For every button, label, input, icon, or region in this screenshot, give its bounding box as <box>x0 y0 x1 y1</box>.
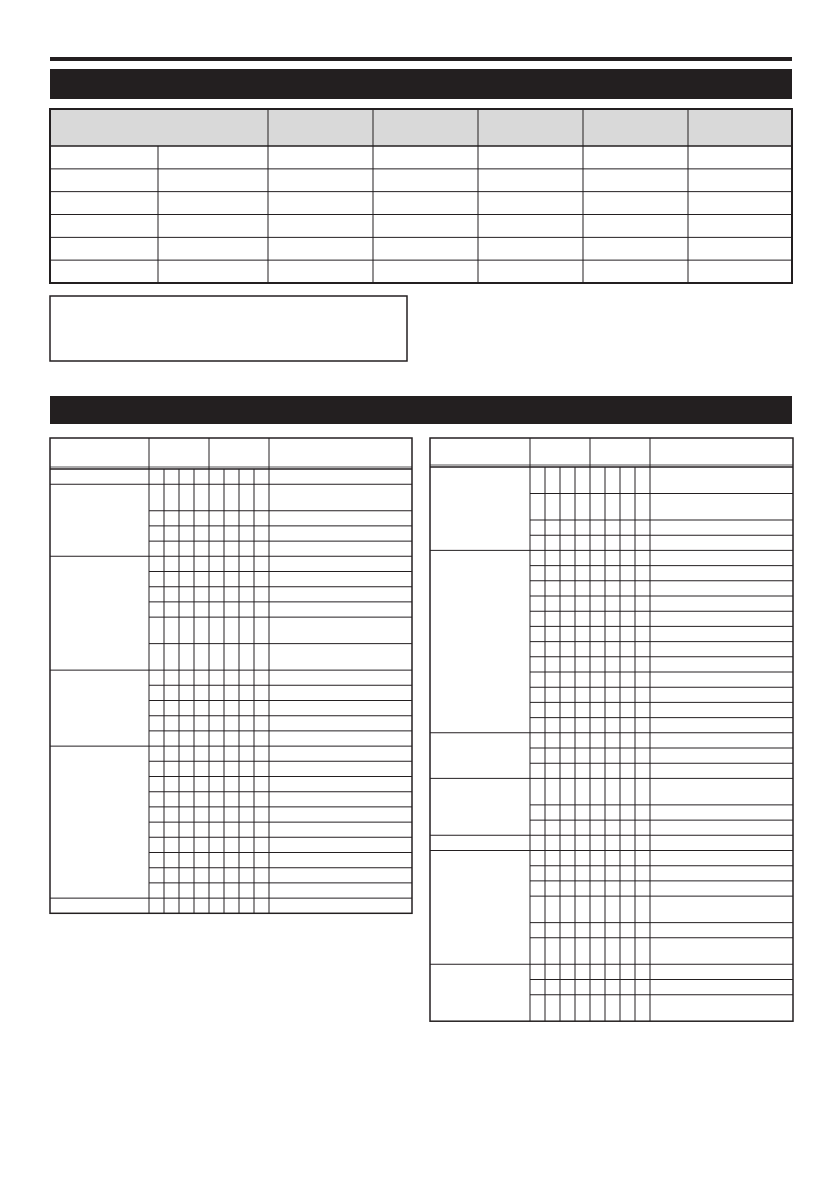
right-table-frame <box>430 438 793 1021</box>
top-table-header <box>50 109 792 146</box>
note-box <box>50 296 407 361</box>
left-table-frame <box>50 438 412 913</box>
